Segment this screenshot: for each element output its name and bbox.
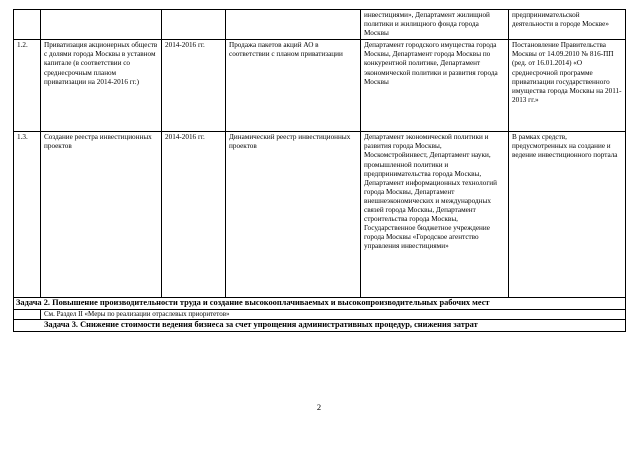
cell-result: Динамический реестр инвестиционных проектов	[226, 132, 361, 298]
cell-basis: В рамках средств, предусмотренных на создание и ведение инвестиционного портала	[509, 132, 626, 298]
task-2-reference: См. Раздел II «Меры по реализации отраслевых приоритетов»	[41, 310, 626, 320]
task-3-heading: Задача 3. Снижение стоимости ведения бизнеса за счет упрощения административных процедур, снижения затрат	[14, 320, 626, 332]
cell-agency: Департамент экономической политики и развития города Москвы, Москомстройинвест, Департамент науки, промышленной политики и предпринимательства города Москвы, Департамент информационных технологий города Москвы, Департамент внешнеэкономических и международных связей города Москвы, Департамент строительства города Москвы, Государственное бюджетное учреждение города Москвы «Городское агентство управления инвестициями»	[361, 132, 509, 298]
cell-num: 1.3.	[14, 132, 41, 298]
measures-table	[13, 9, 626, 332]
cell-name: Приватизация акционерных обществ с долями города Москвы в уставном капитале (в соответствии со среднесрочным планом приватизации на 2014-2016 гг.)	[41, 40, 162, 132]
cell-basis: Постановление Правительства Москвы от 14.09.2010 № 816-ПП (ред. от 16.01.2014) «О среднесрочной программе приватизации государственного имущества города Москвы на 2011-2013 гг.»	[509, 40, 626, 132]
cell-period: 2014-2016 гг.	[162, 40, 226, 132]
cell-basis: предпринимательской деятельности в городе Москве»	[509, 10, 626, 40]
table-row	[14, 40, 626, 132]
task-row	[14, 320, 626, 332]
table-row	[14, 132, 626, 298]
task-2-heading: Задача 2. Повышение производительности труда и создание высокооплачиваемых и высокопроизводительных рабочих мест	[14, 298, 626, 310]
table-row	[14, 10, 626, 40]
task-row	[14, 298, 626, 310]
cell-result	[226, 10, 361, 40]
cell-period: 2014-2016 гг.	[162, 132, 226, 298]
cell-agency: Департамент городского имущества города Москвы, Департамент города Москвы по конкурентной политике, Департамент экономической политики и развития города Москвы	[361, 40, 509, 132]
page-number: 2	[316, 402, 322, 412]
cell-num: 1.2.	[14, 40, 41, 132]
cell-name	[41, 10, 162, 40]
cell-period	[162, 10, 226, 40]
reference-row	[14, 310, 626, 320]
cell-agency: инвестициями», Департамент жилищной политики и жилищного фонда города Москвы	[361, 10, 509, 40]
cell-num	[14, 10, 41, 40]
cell-num	[14, 310, 41, 320]
cell-name: Создание реестра инвестиционных проектов	[41, 132, 162, 298]
cell-result: Продажа пакетов акций АО в соответствии с планом приватизации	[226, 40, 361, 132]
